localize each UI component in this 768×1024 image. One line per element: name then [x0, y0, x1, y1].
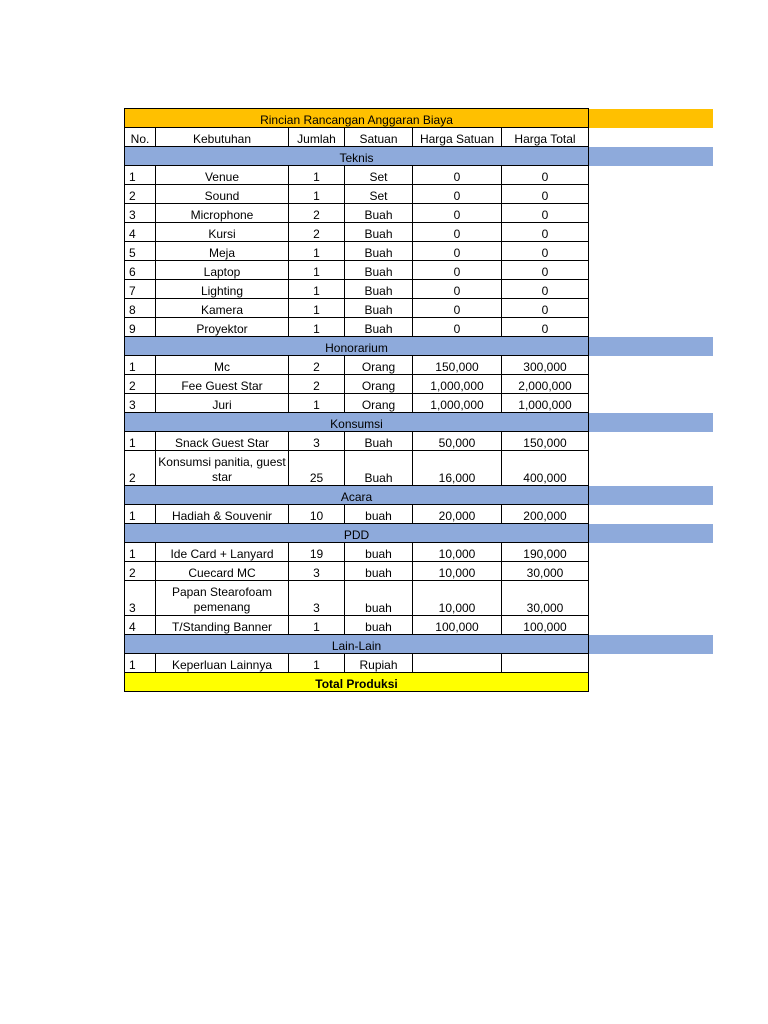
table-row [125, 204, 714, 223]
item-unit: Set [345, 185, 413, 204]
table-row [125, 280, 714, 299]
table-row [125, 166, 714, 185]
item-unit: Rupiah [345, 654, 413, 673]
item-qty: 1 [289, 616, 345, 635]
section-row-extension [589, 524, 714, 543]
table-row [125, 318, 714, 337]
table-row [125, 185, 714, 204]
header-harga-satuan: Harga Satuan [413, 128, 502, 147]
item-no: 1 [125, 654, 156, 673]
item-qty: 1 [289, 394, 345, 413]
section-label: Honorarium [125, 337, 589, 356]
item-qty: 1 [289, 318, 345, 337]
item-unit-price [413, 654, 502, 673]
header-kebutuhan: Kebutuhan [156, 128, 289, 147]
item-qty: 3 [289, 562, 345, 581]
item-name: Juri [156, 394, 289, 413]
item-no: 3 [125, 581, 156, 616]
section-row-extension [589, 147, 714, 166]
item-unit-price: 10,000 [413, 562, 502, 581]
item-total-price: 400,000 [502, 451, 589, 486]
section-label: Konsumsi [125, 413, 589, 432]
item-qty: 2 [289, 204, 345, 223]
header-jumlah: Jumlah [289, 128, 345, 147]
item-total-price: 0 [502, 280, 589, 299]
budget-table [124, 108, 714, 692]
row-spacer [589, 451, 714, 486]
item-total-price: 190,000 [502, 543, 589, 562]
section-row-extension [589, 337, 714, 356]
item-qty: 1 [289, 242, 345, 261]
item-qty: 1 [289, 166, 345, 185]
row-spacer [589, 581, 714, 616]
item-unit: Buah [345, 432, 413, 451]
item-name: Fee Guest Star [156, 375, 289, 394]
row-spacer [589, 204, 714, 223]
item-total-price: 30,000 [502, 581, 589, 616]
item-no: 4 [125, 616, 156, 635]
table-row [125, 654, 714, 673]
row-spacer [589, 375, 714, 394]
item-unit-price: 0 [413, 204, 502, 223]
item-total-price: 300,000 [502, 356, 589, 375]
item-unit: Set [345, 166, 413, 185]
section-row [125, 486, 714, 505]
item-unit: Buah [345, 280, 413, 299]
section-label: Teknis [125, 147, 589, 166]
table-row [125, 356, 714, 375]
section-row [125, 524, 714, 543]
table-row [125, 432, 714, 451]
header-satuan: Satuan [345, 128, 413, 147]
item-no: 2 [125, 562, 156, 581]
item-no: 9 [125, 318, 156, 337]
item-unit-price: 0 [413, 299, 502, 318]
item-unit: Orang [345, 394, 413, 413]
item-unit-price: 20,000 [413, 505, 502, 524]
table-row [125, 451, 714, 486]
title-row-extension [589, 109, 714, 128]
item-qty: 19 [289, 543, 345, 562]
item-total-price: 200,000 [502, 505, 589, 524]
item-total-price: 150,000 [502, 432, 589, 451]
item-unit: Buah [345, 223, 413, 242]
header-no: No. [125, 128, 156, 147]
row-spacer [589, 280, 714, 299]
table-row [125, 394, 714, 413]
item-name: Snack Guest Star [156, 432, 289, 451]
item-unit-price: 16,000 [413, 451, 502, 486]
item-unit: Buah [345, 204, 413, 223]
item-unit-price: 0 [413, 261, 502, 280]
item-qty: 2 [289, 223, 345, 242]
section-label: PDD [125, 524, 589, 543]
item-total-price: 0 [502, 204, 589, 223]
item-unit: Buah [345, 261, 413, 280]
section-label: Acara [125, 486, 589, 505]
item-name: Proyektor [156, 318, 289, 337]
table-row [125, 223, 714, 242]
item-name: Kursi [156, 223, 289, 242]
item-unit-price: 1,000,000 [413, 375, 502, 394]
item-name: Cuecard MC [156, 562, 289, 581]
item-unit-price: 1,000,000 [413, 394, 502, 413]
item-no: 8 [125, 299, 156, 318]
item-name: Ide Card + Lanyard [156, 543, 289, 562]
item-unit-price: 10,000 [413, 543, 502, 562]
total-label: Total Produksi [125, 673, 589, 692]
item-name: Meja [156, 242, 289, 261]
header-harga-total: Harga Total [502, 128, 589, 147]
section-row-extension [589, 635, 714, 654]
item-unit: Buah [345, 318, 413, 337]
item-no: 2 [125, 375, 156, 394]
item-unit: Orang [345, 356, 413, 375]
item-name: Venue [156, 166, 289, 185]
table-row [125, 562, 714, 581]
item-unit-price: 10,000 [413, 581, 502, 616]
item-no: 7 [125, 280, 156, 299]
item-total-price: 2,000,000 [502, 375, 589, 394]
section-row [125, 635, 714, 654]
item-no: 6 [125, 261, 156, 280]
item-unit: Buah [345, 242, 413, 261]
section-label: Lain-Lain [125, 635, 589, 654]
item-qty: 2 [289, 375, 345, 394]
item-unit-price: 100,000 [413, 616, 502, 635]
row-spacer [589, 543, 714, 562]
item-no: 1 [125, 356, 156, 375]
item-no: 3 [125, 204, 156, 223]
row-spacer [589, 242, 714, 261]
item-name: Sound [156, 185, 289, 204]
total-row [125, 673, 714, 692]
item-total-price: 0 [502, 223, 589, 242]
item-total-price: 1,000,000 [502, 394, 589, 413]
table-row [125, 375, 714, 394]
item-no: 2 [125, 185, 156, 204]
row-spacer [589, 356, 714, 375]
row-spacer [589, 616, 714, 635]
budget-table-body [125, 109, 714, 692]
row-spacer [589, 318, 714, 337]
item-unit: Orang [345, 375, 413, 394]
item-name: Kamera [156, 299, 289, 318]
item-total-price: 0 [502, 299, 589, 318]
table-row [125, 505, 714, 524]
item-unit: buah [345, 562, 413, 581]
row-spacer [589, 505, 714, 524]
row-spacer [589, 394, 714, 413]
table-row [125, 261, 714, 280]
item-no: 4 [125, 223, 156, 242]
section-row-extension [589, 413, 714, 432]
row-spacer [589, 166, 714, 185]
item-unit-price: 0 [413, 318, 502, 337]
item-total-price: 30,000 [502, 562, 589, 581]
header-row [125, 128, 714, 147]
item-total-price: 0 [502, 166, 589, 185]
table-row [125, 616, 714, 635]
item-qty: 1 [289, 280, 345, 299]
item-no: 1 [125, 505, 156, 524]
item-total-price: 100,000 [502, 616, 589, 635]
sheet-title: Rincian Rancangan Anggaran Biaya [125, 109, 589, 128]
item-unit-price: 0 [413, 242, 502, 261]
item-qty: 3 [289, 432, 345, 451]
title-row [125, 109, 714, 128]
item-total-price: 0 [502, 261, 589, 280]
item-unit: buah [345, 581, 413, 616]
item-qty: 1 [289, 185, 345, 204]
item-no: 3 [125, 394, 156, 413]
item-unit-price: 0 [413, 223, 502, 242]
item-qty: 25 [289, 451, 345, 486]
item-no: 1 [125, 543, 156, 562]
total-row-spacer [589, 673, 714, 692]
row-spacer [589, 562, 714, 581]
table-row [125, 242, 714, 261]
section-row-extension [589, 486, 714, 505]
item-name: Lighting [156, 280, 289, 299]
section-row [125, 147, 714, 166]
table-row [125, 581, 714, 616]
budget-sheet [124, 108, 713, 692]
item-total-price: 0 [502, 242, 589, 261]
row-spacer [589, 185, 714, 204]
header-row-spacer [589, 128, 714, 147]
item-name: Konsumsi panitia, guest star [156, 451, 289, 486]
item-name: Hadiah & Souvenir [156, 505, 289, 524]
item-unit-price: 150,000 [413, 356, 502, 375]
row-spacer [589, 299, 714, 318]
item-no: 1 [125, 166, 156, 185]
item-unit: Buah [345, 451, 413, 486]
item-total-price: 0 [502, 318, 589, 337]
item-unit: Buah [345, 299, 413, 318]
item-qty: 1 [289, 299, 345, 318]
item-unit: buah [345, 543, 413, 562]
section-row [125, 413, 714, 432]
item-qty: 3 [289, 581, 345, 616]
item-unit: buah [345, 505, 413, 524]
item-name: Papan Stearofoam pemenang [156, 581, 289, 616]
section-row [125, 337, 714, 356]
item-name: Laptop [156, 261, 289, 280]
item-unit: buah [345, 616, 413, 635]
item-name: Microphone [156, 204, 289, 223]
item-unit-price: 0 [413, 185, 502, 204]
item-name: Mc [156, 356, 289, 375]
item-qty: 10 [289, 505, 345, 524]
item-total-price [502, 654, 589, 673]
item-no: 1 [125, 432, 156, 451]
item-unit-price: 50,000 [413, 432, 502, 451]
item-total-price: 0 [502, 185, 589, 204]
item-unit-price: 0 [413, 166, 502, 185]
item-name: T/Standing Banner [156, 616, 289, 635]
item-no: 5 [125, 242, 156, 261]
item-name: Keperluan Lainnya [156, 654, 289, 673]
item-qty: 1 [289, 261, 345, 280]
item-no: 2 [125, 451, 156, 486]
row-spacer [589, 261, 714, 280]
item-unit-price: 0 [413, 280, 502, 299]
row-spacer [589, 654, 714, 673]
table-row [125, 299, 714, 318]
item-qty: 2 [289, 356, 345, 375]
table-row [125, 543, 714, 562]
row-spacer [589, 432, 714, 451]
row-spacer [589, 223, 714, 242]
item-qty: 1 [289, 654, 345, 673]
